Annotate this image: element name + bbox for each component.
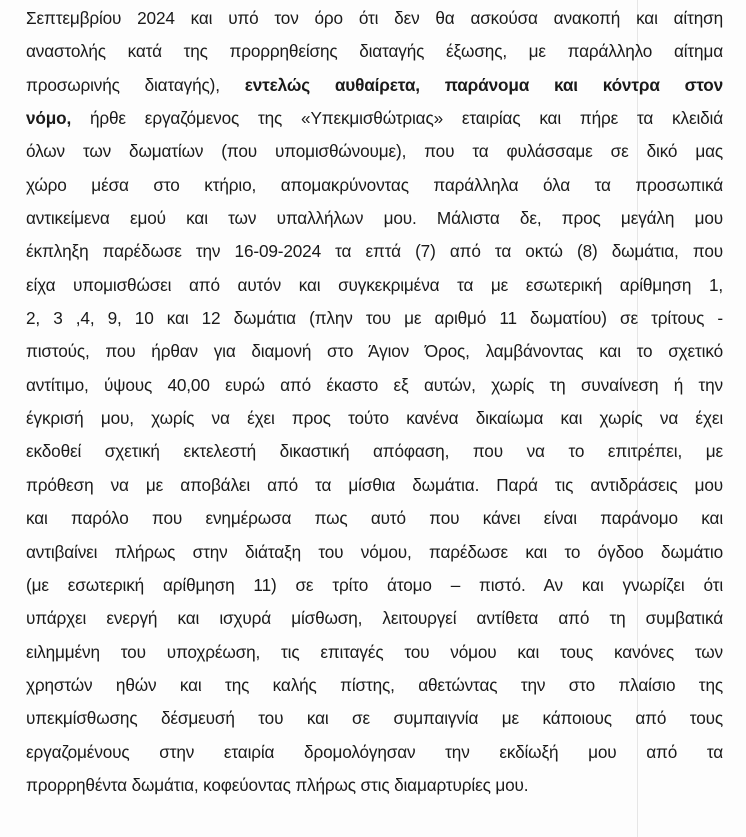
text-line: προρρηθέντα δωμάτια, κοφεύοντας πλήρως στις διαμαρτυρίες μου.: [26, 774, 529, 795]
text-line: εργαζομένους στην εταιρία δρομολόγησαν την εκδίωξή μου από τα: [26, 741, 723, 762]
text-line: είχα υπομισθώσει από αυτόν και συγκεκριμένα τα με εσωτερική αρίθμηση 1,: [26, 274, 723, 295]
bold-emphasis: εντελώς αυθαίρετα, παράνομα και κόντρα στον: [244, 74, 724, 95]
text-line: (με εσωτερική αρίθμηση 11) σε τρίτο άτομο – πιστό. Αν και γνωρίζει ότι: [26, 574, 723, 595]
text-line: [26, 69, 723, 102]
text-line: εκδοθεί σχετική εκτελεστή δικαστική απόφαση, που να το επιτρέπει, με: [26, 441, 723, 462]
body-paragraph: [26, 2, 723, 802]
text-line: και παρόλο που ενημέρωσα πως αυτό που κάνει είναι παράνομο και: [26, 508, 723, 529]
text-line: 2, 3 ,4, 9, 10 και 12 δωμάτια (πλην του με αριθμό 11 δωματίου) σε τρίτους -: [26, 308, 723, 329]
bold-emphasis: νόμο,: [26, 108, 72, 129]
text-line: αντιβαίνει πλήρως στην διάταξη του νόμου, παρέδωσε και το όγδοο δωμάτιο: [26, 541, 723, 562]
text-run: προσωρινής διαταγής),: [26, 74, 245, 95]
text-line: αναστολής κατά της προρρηθείσης διαταγής έξωσης, με παράλληλο αίτημα: [26, 41, 723, 62]
text-run: ήρθε εργαζόμενος της «Υπεκμισθώτριας» εταιρίας και πήρε τα κλειδιά: [71, 108, 723, 129]
text-line: όλων των δωματίων (που υπομισθώνουμε), που τα φυλάσσαμε σε δικό μας: [26, 141, 723, 162]
text-line: υπεκμίσθωσης δέσμευσή του και σε συμπαιγνία με κάποιους από τους: [26, 708, 723, 729]
text-line: χρηστών ηθών και της καλής πίστης, αθετώντας την στο πλαίσιο της: [26, 674, 723, 695]
text-line: έκπληξη παρέδωσε την 16-09-2024 τα επτά (7) από τα οκτώ (8) δωμάτια, που: [26, 241, 723, 262]
text-line: χώρο μέσα στο κτήριο, απομακρύνοντας παράλληλα όλα τα προσωπικά: [26, 174, 723, 195]
text-line: [26, 102, 723, 135]
text-line: πρόθεση να με αποβάλει από τα μίσθια δωμάτια. Παρά τις αντιδράσεις μου: [26, 474, 723, 495]
text-line: έγκρισή μου, χωρίς να έχει προς τούτο κανένα δικαίωμα και χωρίς να έχει: [26, 408, 723, 429]
text-line: αντίτιμο, ύψους 40,00 ευρώ από έκαστο εξ αυτών, χωρίς τη συναίνεση ή την: [26, 374, 723, 395]
text-line: ειλημμένη του υποχρέωση, τις επιταγές του νόμου και τους κανόνες των: [26, 641, 723, 662]
text-line: πιστούς, που ήρθαν για διαμονή στο Άγιον Όρος, λαμβάνοντας και το σχετικό: [26, 341, 723, 362]
text-line: Σεπτεμβρίου 2024 και υπό τον όρο ότι δεν θα ασκούσα ανακοπή και αίτηση: [26, 8, 723, 28]
text-line: υπάρχει ενεργή και ισχυρά μίσθωση, λειτουργεί αντίθετα από τη συμβατικά: [26, 608, 723, 629]
text-line: αντικείμενα εμού και των υπαλλήλων μου. Μάλιστα δε, προς μεγάλη μου: [26, 208, 723, 229]
